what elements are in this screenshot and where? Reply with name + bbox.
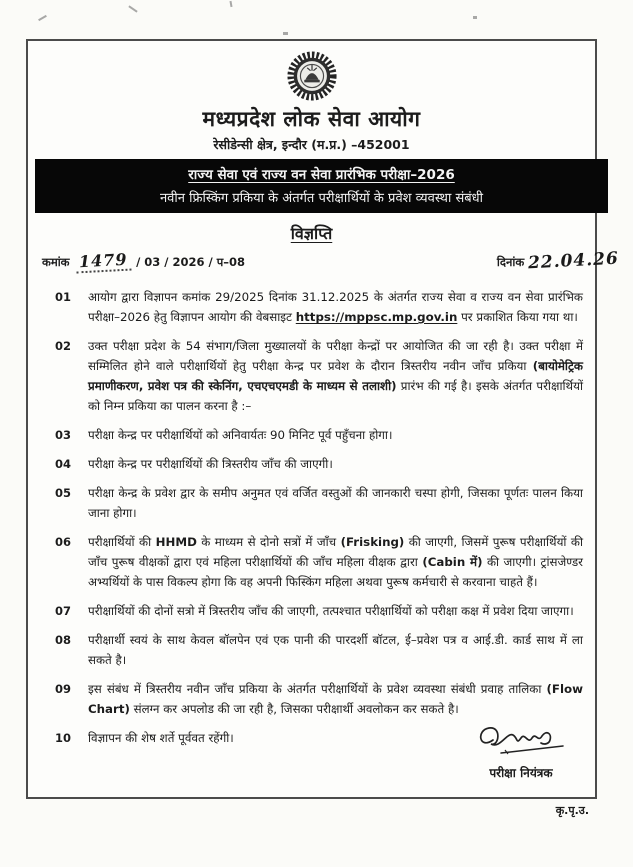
- mppsc-seal-icon: [286, 50, 338, 102]
- item-text: इस संबंध में त्रिस्तरीय नवीन जाँच प्रकिया के अंतर्गत परीक्षार्थियों के प्रवेश व्यवस्था संबंधी प्रवाह तालिका (Flow Chart) संलग्न कर अपलोड की जा रही है, जिसका परीक्षार्थी अवलोकन कर सकते है।: [88, 682, 583, 716]
- item-number: 03: [55, 428, 72, 442]
- exam-banner: [35, 159, 608, 213]
- reference-number: [42, 251, 245, 272]
- notice-item: [28, 630, 583, 670]
- item-number: 08: [55, 633, 72, 647]
- item-number: 05: [55, 486, 72, 500]
- item-text: परीक्षार्थियों की HHMD के माध्यम से दोनो सत्रों में जाँच (Frisking) की जाएगी, जिसमें पुरूष परीक्षार्थियों की जाँच पुरूष वीक्षकों द्वारा एवं महिला परीक्षार्थियों की जाँच महिला वीक्षक द्वारा (Cabin में) की जाएगी। ट्रांसजेण्डर अभ्यर्थियों के पास विकल्प होगा कि वह अपनी फिस्किंग महिला अथवा पुरूष कर्मचारी से करवाना चाहते हैं।: [88, 535, 584, 589]
- reference-date-label: दिनांक: [496, 255, 525, 269]
- notice-item: [28, 287, 583, 327]
- signatory-title: परीक्षा नियंत्रक: [489, 766, 553, 780]
- org-address: रेसीडेन्सी क्षेत्र, इन्दौर (म.प्र.) –452001: [213, 137, 410, 152]
- notice-item: [28, 679, 583, 719]
- reference-date-handwritten: 22.04.26: [527, 248, 620, 274]
- item-number: 10: [55, 731, 72, 745]
- turn-page-note: कृ.पृ.उ.: [555, 804, 589, 817]
- notice-item: [28, 601, 583, 621]
- notice-item: [28, 483, 583, 523]
- item-number: 01: [55, 290, 72, 304]
- reference-number-printed: / 03 / 2026 / प–08: [136, 255, 246, 269]
- reference-row: [28, 248, 620, 274]
- item-text: परीक्षार्थियों की दोनों सत्रो में त्रिस्तरीय जाँच की जाएगी, तत्पश्चात परीक्षार्थियों को परीक्षा कक्ष में प्रवेश दिया जाएगा।: [88, 604, 574, 618]
- banner-line2: नवीन फ्रिस्किंग प्रकिया के अंतर्गत परीक्षार्थियों के प्रवेश व्यवस्था संबंधी: [159, 191, 484, 206]
- notice-item: [28, 425, 583, 445]
- reference-number-label: कमांक: [42, 255, 70, 269]
- item-text: परीक्षा केन्द्र के प्रवेश द्वार के समीप अनुमत एवं वर्जित वस्तुओं की जानकारी चस्पा होगी, जिसका पूर्णतः पालन किया जाना होगा।: [88, 486, 583, 520]
- signature-icon: [471, 720, 571, 762]
- item-text: उक्त परीक्षा प्रदेश के 54 संभाग/जिला मुख्यालयों के परीक्षा केन्द्रों पर आयोजित की जा रही है। उक्त परीक्षा में सम्मिलित होने वाले परीक्षार्थियों हेतु परीक्षा केन्द्र पर प्रवेश के दौरान त्रिस्तरीय नवीन जाँच प्रकिया (बायोमेट्रिक प्रमाणीकरण, प्रवेश पत्र की स्केनिंग, एचएचएमडी के माध्यम से तलाशी) प्रारंभ की गई है। इसके अंतर्गत परीक्षार्थियों को निम्न प्रकिया का पालन करना है :–: [88, 339, 583, 413]
- item-number: 02: [55, 339, 72, 353]
- item-text: विज्ञापन की शेष शर्ते पूर्ववत रहेंगी।: [88, 731, 234, 745]
- notice-item: [28, 532, 583, 592]
- item-text: आयोग द्वारा विज्ञापन कमांक 29/2025 दिनांक 31.12.2025 के अंतर्गत राज्य सेवा व राज्य वन सेवा प्रारंभिक परीक्षा–2026 हेतु विज्ञापन आयोग की वेबसाइट https://mppsc.mp.gov.in पर प्रकाशित किया गया था।: [88, 290, 583, 324]
- item-number: 07: [55, 604, 72, 618]
- item-text: परीक्षा केन्द्र पर परीक्षार्थियों की त्रिस्तरीय जाँच की जाएगी।: [88, 457, 333, 471]
- notice-title: विज्ञप्ति: [290, 224, 333, 243]
- org-name: मध्यप्रदेश लोक सेवा आयोग: [202, 107, 421, 131]
- reference-date: [496, 248, 620, 274]
- item-text: परीक्षा केन्द्र पर परीक्षार्थियों को अनिवार्यतः 90 मिनिट पूर्व पहुँचना होगा।: [88, 428, 393, 442]
- item-number: 04: [55, 457, 72, 471]
- document-header: [28, 41, 595, 244]
- notice-document: [26, 39, 620, 799]
- notice-item: [28, 454, 583, 474]
- reference-number-handwritten: 1479: [75, 250, 131, 274]
- item-text: परीक्षार्थी स्वयं के साथ केवल बॉलपेन एवं एक पानी की पारदर्शी बॉटल, ई–प्रवेश पत्र व आई.डी. कार्ड साथ में ला सकते है।: [88, 633, 583, 667]
- banner-line1: राज्य सेवा एवं राज्य वन सेवा प्रारंभिक परीक्षा–2026: [188, 167, 455, 183]
- signature-block: [471, 720, 571, 781]
- notice-items: [28, 287, 595, 748]
- item-number: 09: [55, 682, 72, 696]
- item-number: 06: [55, 535, 72, 549]
- notice-item: [28, 336, 583, 416]
